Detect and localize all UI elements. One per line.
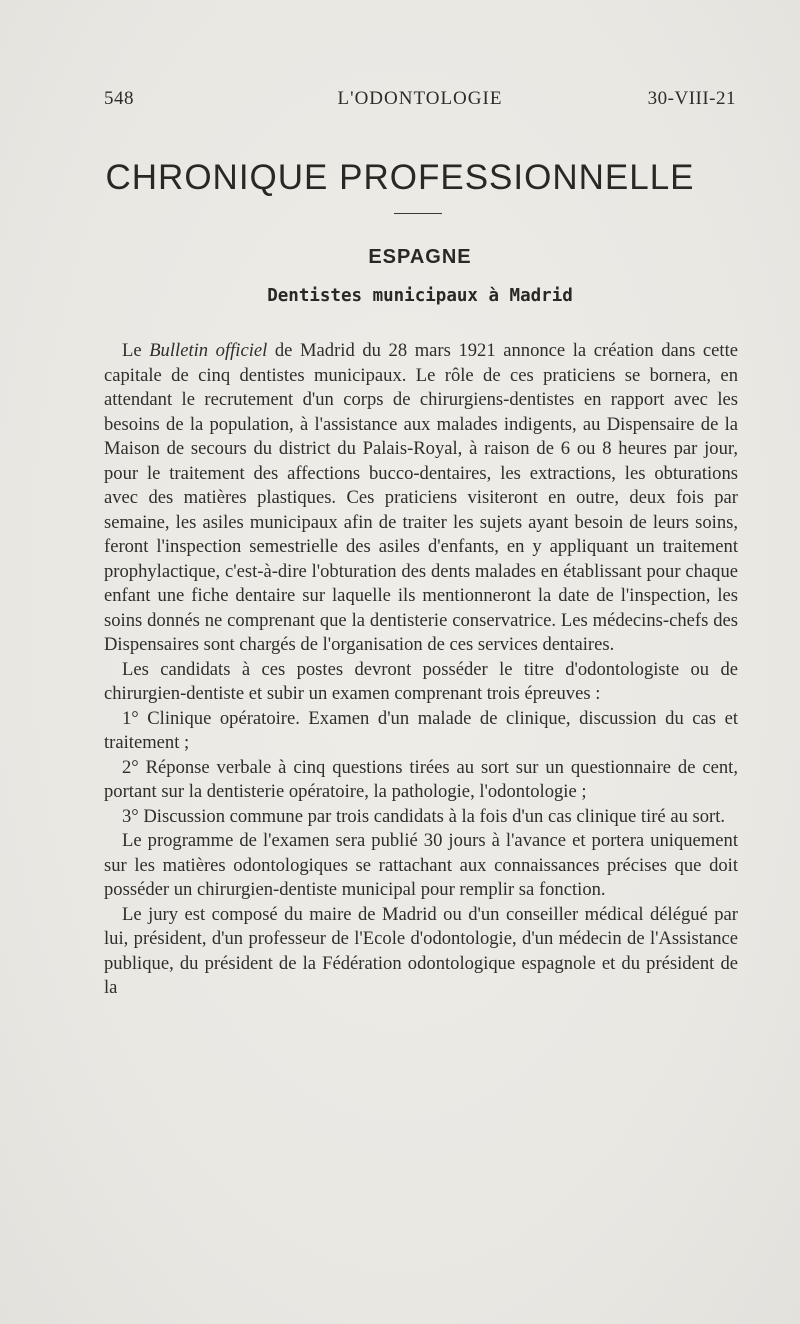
paragraph-1-lead: Le — [122, 340, 150, 361]
paragraph-2: Les candidats à ces postes devront posséder le titre d'odontologiste ou de chirurgien-dentiste et subir un examen comprenant trois épreuves : — [104, 658, 738, 704]
paragraph-6: Le programme de l'examen sera publié 30 jours à l'avance et portera uniquement sur les matières odontologiques se rattachant aux connaissances précises que doit posséder un chirurgien-dentiste municipal pour remplir sa fonction. — [104, 830, 738, 900]
paragraph-1 — [104, 339, 738, 658]
paragraph-5: 3° Discussion commune par trois candidats à la fois d'un cas clinique tiré au sort. — [122, 805, 726, 827]
paragraph-3: 1° Clinique opératoire. Examen d'un malade de clinique, discussion du cas et traitement ; — [104, 707, 738, 753]
journal-title: L'ODONTOLOGIE — [337, 88, 503, 109]
page-number: 548 — [104, 88, 134, 109]
running-head — [104, 88, 736, 114]
bulletin-officiel-title: Bulletin officiel — [149, 340, 268, 361]
paragraph-7: Le jury est composé du maire de Madrid ou d'un conseiller médical délégué par lui, président, d'un professeur de l'Ecole d'odontologie, d'un médecin de l'Assistance publique, du président de la Fédération odontologique espagnole et du président de la — [104, 903, 738, 998]
paragraph-4: 2° Réponse verbale à cinq questions tirées au sort sur un questionnaire de cent, portant sur la dentisterie opératoire, la pathologie, l'odontologie ; — [104, 756, 738, 802]
paragraph-1-text: de Madrid du 28 mars 1921 annonce la création dans cette capitale de cinq dentistes municipaux. Le rôle de ces praticiens se bornera, en attendant le recrutement d'un corps de chirurgiens-dentistes en rapport avec les besoins de la population, à l'assistance aux malades indigents, au Dispensaire de la Maison de secours du district du Palais-Royal, à raison de 6 ou 8 heures par jour, pour le traitement des affections bucco-dentaires, les extractions, les obturations avec des matières plastiques. Ces praticiens visiteront en outre, deux fois par semaine, les asiles municipaux afin de traiter les sujets ayant besoin de leurs soins, feront l'inspection semestrielle des asiles d'enfants, en y appliquant un traitement prophylactique, c'est-à-dire l'obturation des dents malades en établissant pour chaque enfant une fiche dentaire sur laquelle ils mentionneront la date de l'inspection, les soins donnés ne comprenant que la dentisterie conservatrice. Les médecins-chefs des Dispensaires sont chargés de l'organisation de ces services dentaires. — [104, 340, 738, 655]
article-subtitle: Dentistes municipaux à Madrid — [267, 286, 573, 306]
section-title: CHRONIQUE PROFESSIONNELLE — [105, 158, 695, 197]
issue-date: 30-VIII-21 — [647, 88, 736, 109]
country-heading: ESPAGNE — [368, 246, 472, 268]
title-divider — [394, 213, 442, 214]
article-body — [104, 339, 738, 1001]
